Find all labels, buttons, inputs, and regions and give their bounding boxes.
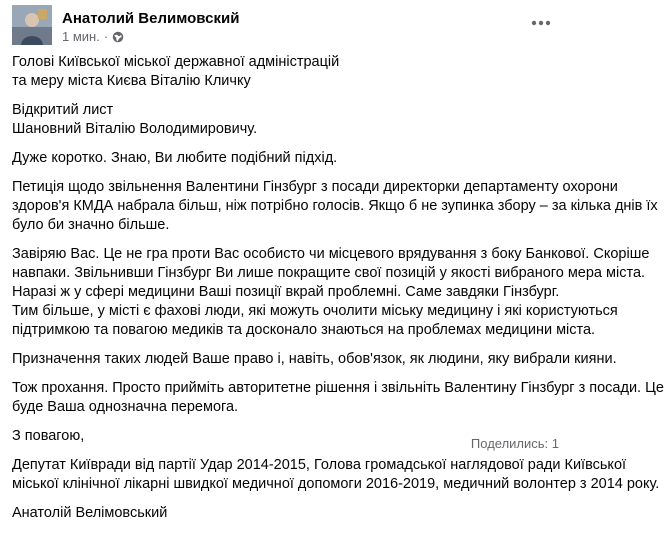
post-paragraph	[12, 53, 560, 91]
post-paragraph	[12, 379, 664, 417]
post-text	[12, 53, 664, 533]
post-line: здоров'я КМДА набрала більш, ніж потрібно голосів. Якщо б не зупинка збору – за кілька днів їх	[12, 198, 658, 214]
author-name[interactable]: Анатолий Велимовский	[62, 10, 240, 27]
more-options-icon	[531, 20, 551, 26]
post-line: Анатолій Велімовський	[12, 505, 168, 521]
post-line: навпаки. Звільнивши Гінзбург Ви лише покращите свої позицій у якості вибраного мера міста.	[12, 265, 646, 281]
post-line: Відкритий лист	[12, 102, 114, 118]
post-line: підтримкою та повагою медиків та досконало знаються на проблемах медицини міста.	[12, 322, 596, 338]
post-line: було би значно більше.	[12, 217, 170, 233]
shares-count[interactable]: Поделились: 1	[470, 436, 559, 451]
post-line: Петиція щодо звільнення Валентини Гінзбург з посади директорки департаменту охорони	[12, 179, 618, 195]
post-header	[12, 5, 557, 45]
post-line: Наразі ж у сфері медицини Ваші позиції вкрай проблемні. Саме завдяки Гінзбург.	[12, 284, 560, 300]
post-line: Завіряю Вас. Це не гра проти Вас особисто чи місцевого врядування з боку Банкової. Скоріше	[12, 246, 650, 262]
post-line: Тим більше, у місті є фахові люди, які можуть очолити міську медицину і які користуються	[12, 303, 618, 319]
post-paragraph	[12, 350, 617, 369]
post-meta	[62, 29, 124, 44]
post-line: Призначення таких людей Ваше право і, навіть, обов'язок, як людини, яку вибрали кияни.	[12, 351, 617, 367]
post-line: Тож прохання. Просто прийміть авторитетне рішення і звільніть Валентину Гінзбург з посади. Це	[12, 380, 664, 396]
post-line: Шановний Віталію Володимировичу.	[12, 121, 258, 137]
post-line: Депутат Київради від партії Удар 2014-2015, Голова громадської наглядової ради Київської	[12, 457, 627, 473]
post-line: та меру міста Києва Віталію Кличку	[12, 73, 251, 89]
post-line: Дуже коротко. Знаю, Ви любите подібний підхід.	[12, 150, 338, 166]
post-paragraph	[12, 178, 658, 235]
avatar-image	[12, 5, 52, 45]
post-paragraph	[12, 245, 650, 340]
post-paragraph	[12, 456, 660, 494]
post-paragraph	[12, 149, 560, 168]
post-time[interactable]: 1 мин.	[62, 29, 100, 44]
post-line: буде Ваша однозначна перемога.	[12, 399, 239, 415]
more-options-button[interactable]	[525, 9, 557, 37]
post-paragraph	[12, 504, 560, 523]
globe-icon	[112, 31, 124, 43]
author-avatar[interactable]	[12, 5, 52, 45]
post-line: міської клінічної лікарні швидкої медичної допомоги 2016-2019, медичний волонтер з 2014 року.	[12, 476, 660, 492]
meta-separator: ·	[103, 29, 109, 44]
post-line: Голові Київської міської державної адміністрацій	[12, 54, 340, 70]
post-paragraph	[12, 101, 560, 139]
post-line: З повагою,	[12, 428, 85, 444]
